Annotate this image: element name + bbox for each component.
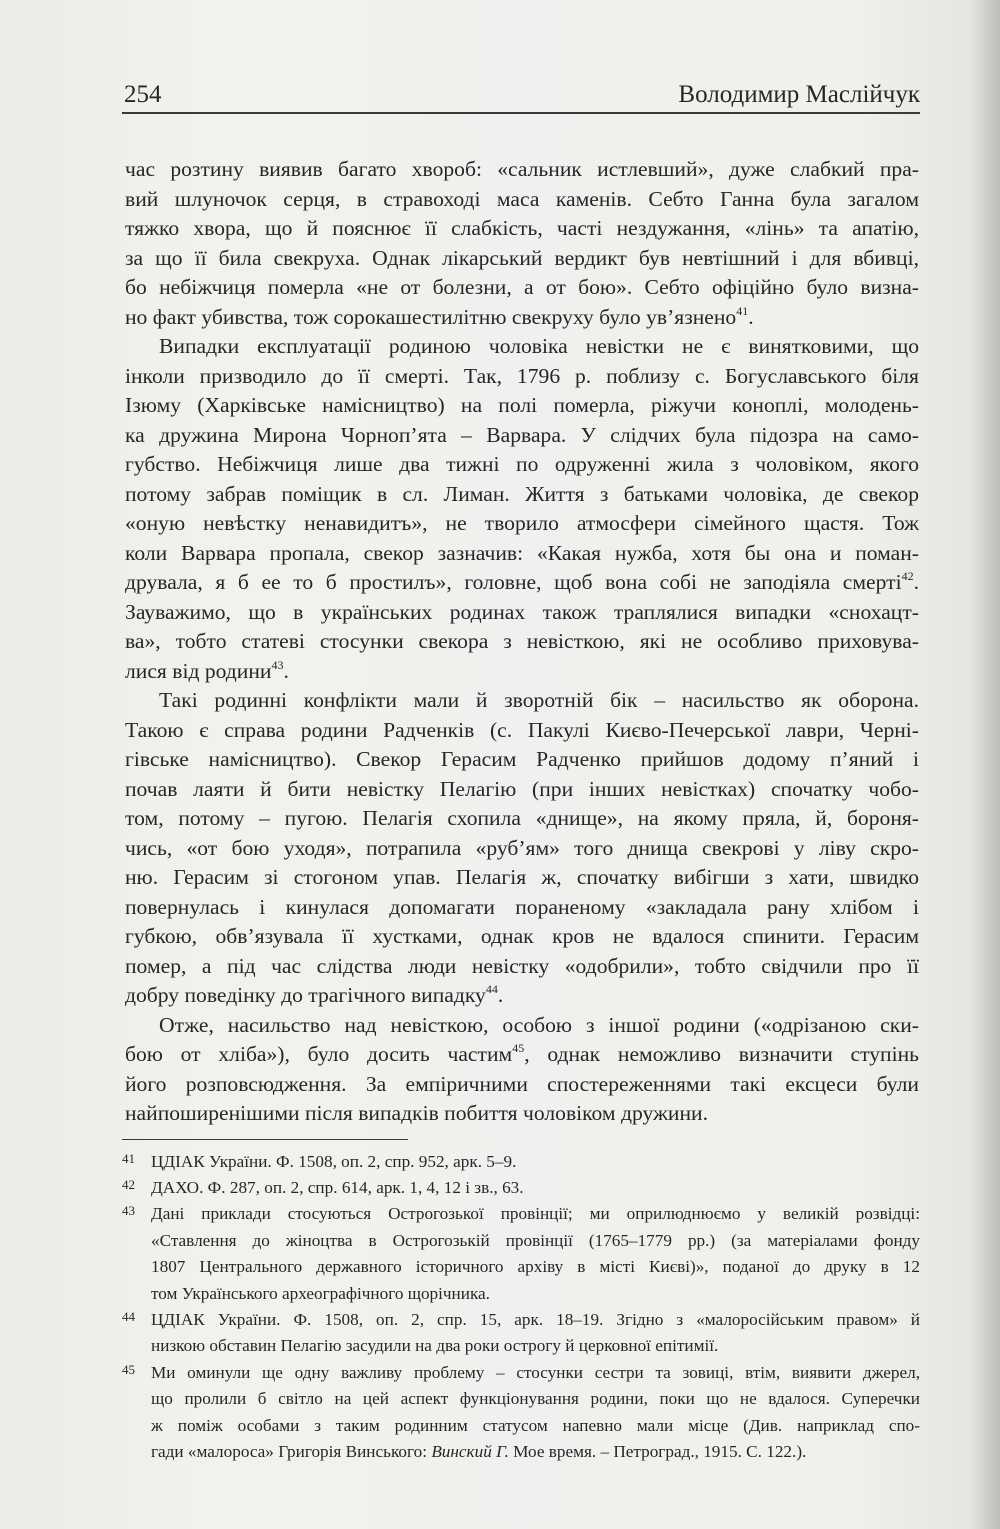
text-line: «Ставлення до жіноцтва в Острогозькій провінції (1765–1779 рр.) (за матеріалами фонду: [151, 1230, 920, 1250]
text-line: добру поведінку до трагічного випадку$^{44}$.: [125, 982, 504, 1007]
text-line: Ми оминули ще одну важливу проблему – стосунки сестри та зовиці, втім, виявити джерел,: [151, 1362, 920, 1382]
text-line: губство. Небіжчиця лише два тижні по одруженні жила з чоловіком, якого: [125, 452, 919, 476]
text-line: найпоширенішими після випадків побиття чоловіком дружини.: [125, 1101, 708, 1125]
text-line: його розповсюдження. За емпіричними спостереженнями такі ексцеси були: [125, 1071, 919, 1096]
text-line: почав лаяти й бити невістку Пелагію (при інших невістках) спочатку чобо-: [125, 776, 919, 801]
paragraph: [125, 155, 919, 332]
footnote: [122, 1175, 920, 1201]
text-line: чись, «от бою уходя», потрапила «руб’ям» того днища свекрові у ліву скро-: [125, 835, 919, 860]
text-line: 1807 Центрального державного історичного архіву в місті Києві)», поданої до друку в 12: [151, 1257, 920, 1277]
text-line: «оную невѣстку ненавидитъ», не творило атмосфери сімейного щастя. Тож: [125, 511, 919, 535]
footnote-number: 45: [122, 1361, 135, 1377]
footnote-reference: 44: [485, 982, 498, 996]
footnote-number: 41: [122, 1150, 135, 1166]
text-line: Такою є справа родини Радченків (с. Пакулі Києво-Печерської лаври, Черні-: [125, 717, 919, 742]
running-header: [122, 80, 920, 110]
text-line: ка дружина Мирона Чорноп’ята – Варвара. У слідчих була підозра на само-: [125, 422, 919, 447]
text-line: вий шлуночок серця, в стравоході маса каменів. Себто Ганна була загалом: [125, 186, 919, 211]
text-line: Зауважимо, що в українських родинах також траплялися випадки «снохацт-: [125, 599, 919, 624]
paragraph: [125, 1011, 919, 1129]
text-line: потому забрав поміщик в сл. Лиман. Життя з батьками чоловіка, де свекор: [125, 481, 919, 506]
text-line: гади «малороса» Григорія Винського: Винский Г. Мое время. – Петроград., 1915. С. 122.).: [151, 1441, 807, 1461]
text-line: тяжко хвора, що й пояснює її слабкість, часті нездужання, «лінь» та апатію,: [125, 216, 919, 240]
text-line: помер, а під час слідства люди невістку «одобрили», тобто свідчили про її: [125, 953, 919, 978]
text-line: гівське намісництво). Свекор Герасим Радченко прийшов додому п’яний і: [125, 747, 919, 771]
text-line: ва», тобто статеві стосунки свекора з невісткою, які не особливо приховува-: [125, 629, 919, 653]
text-line: що пролили б світло на цей аспект функціонування родини, поки що не вдалося. Суперечки: [151, 1389, 920, 1409]
footnote-separator: [122, 1139, 408, 1140]
running-header-author: Володимир Маслійчук: [678, 81, 920, 108]
text-line: Дані приклади стосуються Острогозької провінції; ми оприлюднюємо у великій розвідці:: [151, 1204, 920, 1224]
text-line: ж поміж особами з таким родинним статусом напевно мали місце (Див. наприклад спо-: [151, 1415, 920, 1435]
text-line: низкою обставин Пелагію засудили на два роки острогу й церковної епітимії.: [151, 1336, 719, 1356]
text-line: час розтину виявив багато хвороб: «сальник истлевший», дуже слабкий пра-: [125, 157, 919, 181]
text-line: Такі родинні конфлікти мали й зворотній бік – насильство як оборона.: [159, 688, 919, 712]
footnotes: [122, 1149, 920, 1466]
footnote-reference: 45: [512, 1041, 525, 1055]
page-number: 254: [124, 81, 162, 108]
footnote-number: 42: [122, 1176, 135, 1192]
paragraph: [125, 686, 919, 1011]
text-line: губкою, обв’язувала її хустками, однак кров не вдалося спинити. Герасим: [125, 924, 919, 948]
text-line: лися від родини$^{43}$.: [125, 657, 289, 683]
body-text: [122, 155, 919, 1129]
footnote: [122, 1149, 920, 1175]
text-line: том Українського археографічного щорічника.: [151, 1283, 490, 1303]
text-line: повернулась і кинулася допомагати пораненому «закладала рану хлібом і: [125, 894, 919, 919]
footnote-reference: 43: [271, 657, 284, 672]
text-line: ню. Герасим зі стогоном упав. Пелагія ж, спочатку вибігши з хати, швидко: [125, 865, 919, 889]
text-line: Випадки експлуатації родиною чоловіка невістки не є винятковими, що: [159, 334, 919, 358]
footnote: [122, 1360, 920, 1466]
paragraph: [125, 332, 919, 686]
text-line: за що її била свекруха. Однак лікарський вердикт був невтішний і для вбивці,: [125, 245, 919, 270]
footnote-number: 43: [122, 1203, 135, 1219]
text-line: друвала, я б ее то б простилъ», головне, щоб вона собі не заподіяла смерті$^{42}$.: [125, 569, 919, 594]
header-rule: [122, 112, 920, 114]
footnote: [122, 1307, 920, 1360]
footnote-reference: 41: [736, 303, 749, 318]
text-line: Отже, насильство над невісткою, особою з іншої родини («одрізаною ски-: [159, 1012, 919, 1037]
footnote: [122, 1201, 920, 1307]
text-line: Ізюму (Харківське намісництво) на полі померла, ріжучи коноплі, молодень-: [125, 393, 919, 417]
footnote-number: 44: [122, 1308, 135, 1324]
text-line: коли Варвара пропала, свекор зазначив: «Какая нужба, хотя бы она и поман-: [125, 540, 919, 565]
text-line: но факт убивства, тож сорокашестилітню свекруху було ув’язнено$^{41}$.: [125, 303, 754, 329]
footnote-reference: 42: [901, 569, 914, 583]
text-line: ЦДІАК України. Ф. 1508, оп. 2, спр. 15, арк. 18–19. Згідно з «малоросійським правом» й: [151, 1309, 920, 1329]
text-line: бою от хліба»), було досить частим$^{45}$, однак неможливо визначити ступінь: [125, 1041, 920, 1066]
text-line: інколи призводило до її смерті. Так, 1796 р. поблизу с. Богуславського біля: [125, 363, 919, 388]
text-line: том, потому – пугою. Пелагія схопила «днище», на якому пряла, й, бороня-: [125, 806, 919, 830]
text-line: ЦДІАК України. Ф. 1508, оп. 2, спр. 952, арк. 5–9.: [151, 1151, 517, 1171]
text-line: ДАХО. Ф. 287, оп. 2, спр. 614, арк. 1, 4, 12 і зв., 63.: [151, 1177, 524, 1197]
text-line: бо небіжчиця померла «не от болезни, а от бою». Себто офіційно було визна-: [125, 275, 919, 299]
italic-author-name: Винский Г.: [431, 1441, 509, 1461]
